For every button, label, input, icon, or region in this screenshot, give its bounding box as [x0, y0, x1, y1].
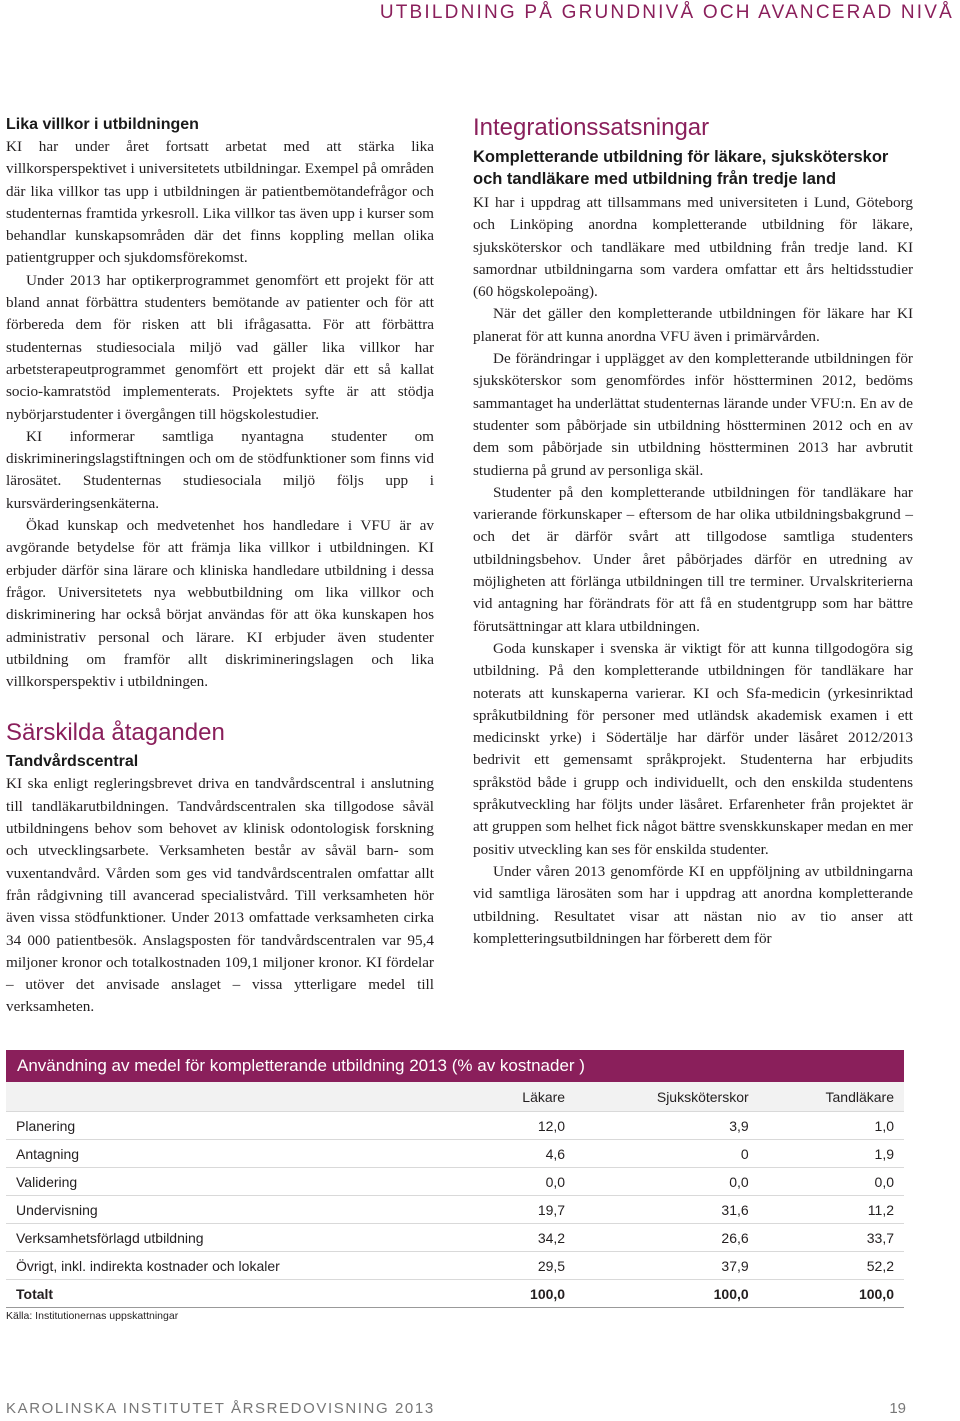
table-source: Källa: Institutionernas uppskattningar — [6, 1310, 179, 1322]
cell: 0,0 — [575, 1168, 759, 1196]
cell: 37,9 — [575, 1252, 759, 1280]
paragraph: KI har i uppdrag att tillsammans med universiteten i Lund, Göteborg och Linköping anordna kompletterande utbildning för läkare, sjuksköterskor och tandläkare med utbildning från tredje land. KI samordnar utbildningarna som vardera omfattar ett års heltidsstudier (60 högskolepoäng). — [473, 194, 913, 301]
cell: 11,2 — [759, 1196, 904, 1224]
cost-table — [6, 1082, 904, 1308]
cell: 100,0 — [472, 1280, 575, 1308]
page-number: 19 — [889, 1400, 906, 1417]
cell: 100,0 — [759, 1280, 904, 1308]
table-title: Användning av medel för kompletterande utbildning 2013 (% av kostnader ) — [6, 1050, 904, 1082]
cell: 19,7 — [472, 1196, 575, 1224]
cell: 0,0 — [472, 1168, 575, 1196]
cell: 29,5 — [472, 1252, 575, 1280]
table-total-row — [6, 1280, 904, 1308]
paragraph: De förändringar i upplägget av den kompletterande utbildningen för sjuksköterskor som genomfördes inför höstterminen 2012, bedöms sammantaget ha underlättat studenternas lärande under VFU:n. En av de studenter som påbörjade sin utbildning höstterminen 2012 och en av dem som påbörjade sin utbildning höstterminen 2013 har avbrutit studierna på grund av personliga skäl. — [473, 350, 914, 479]
table-row — [6, 1140, 904, 1168]
subheading-kompletterande-utbildning: Kompletterande utbildning för läkare, sjuksköterskor och tandläkare med utbildning från tredje land — [473, 148, 889, 188]
paragraph: Goda kunskaper i svenska är viktigt för att kunna tillgodogöra sig utbildning. På den kompletterande utbildningen för tandläkare har noterats att kunskaperna varierar. KI och Sfa-medicin (yrkesinriktad språkutbildning för personer med utländsk akademisk examen i ett medicinskt yrke) i Södertälje har därför under läsåret 2012/2013 bedrivit ett gemensamt språkprojekt. Studenterna har erbjudits språkstöd både i grupp och individuellt, och den enskilda studentens språkutveckling har följts under läsåret. Erfarenheter från projektet är att gruppen som helhet fick något bättre svenskkunskaper medan en mer positiv utveckling kan ses för enskilda studenter. — [473, 639, 913, 858]
paragraph: Under 2013 har optikerprogrammet genomfört ett projekt för att bland annat förbättra studenters bemötande av patienter och för att förbereda dem för risken att bli ifrågasatta. För att förbättra studenternas studiesociala miljö vad gäller lika villkor har arbetsterapeutprogrammet genomfört ett projekt där ett så kallat socio-kamratstöd implementerats. Projektets syfte är att stödja nybörjarstudenter i övergången till högskolestudier. — [6, 271, 434, 423]
cell: 26,6 — [575, 1224, 759, 1252]
cell: 100,0 — [575, 1280, 759, 1308]
table-row — [6, 1112, 904, 1140]
spacer — [6, 693, 434, 719]
table-row — [6, 1224, 904, 1252]
paragraph: KI informerar samtliga nyantagna studenter om diskrimineringslagstiftningen och om de stödfunktioner som finns vid lärosätet. Studenternas studiesociala miljö följs upp i kursvärderingsenkäterna. — [6, 427, 434, 512]
column-header-lakare: Läkare — [472, 1082, 575, 1112]
left-column — [6, 114, 434, 1019]
cell: 33,7 — [759, 1224, 904, 1252]
cell: 12,0 — [472, 1112, 575, 1140]
footer-publication: KAROLINSKA INSTITUTET ÅRSREDOVISNING 2013 — [6, 1400, 435, 1417]
cell: 0,0 — [759, 1168, 904, 1196]
row-label: Validering — [6, 1168, 472, 1196]
cell: 34,2 — [472, 1224, 575, 1252]
row-label: Undervisning — [6, 1196, 472, 1224]
table-row — [6, 1196, 904, 1224]
row-label: Övrigt, inkl. indirekta kostnader och lokaler — [6, 1252, 472, 1280]
paragraph: Under våren 2013 genomförde KI en uppföljning av utbildningarna vid samtliga lärosäten som har i uppdrag att anordna kompletterande utbildning. Resultatet visar att nästan nio av tio anser att kompletteringsutbildningen har förberett dem för — [473, 862, 913, 947]
table-row — [6, 1168, 904, 1196]
cell: 1,0 — [759, 1112, 904, 1140]
cell: 31,6 — [575, 1196, 759, 1224]
paragraph: Studenter på den kompletterande utbildningen för tandläkare har varierande förkunskaper – eftersom de har olika utbildningsbakgrund – och det är därför svårt att tillgodose samtliga studenters utbildningsbehov. Under året påbörjades därför en utredning av möjligheten att förlänga utbildningen till tre terminer. Urvalskriterierna vid antagning har förändrats för att få en studentgrupp som har bättre förutsättningar att klara utbildningen. — [473, 483, 913, 635]
section-heading-integrationssatsningar: Integrationssatsningar — [473, 114, 710, 141]
cost-table-box — [6, 1050, 904, 1308]
paragraph: KI har under året fortsatt arbetat med att stärka lika villkorsperspektivet i universitetets utbildningar. Exempel på områden där lika villkor tas upp i utbildningen är patientbemötandefrågor och studenternas framtida yrkesroll. Lika villkor tas även upp i kurser som behandlar kunskapsområden där det finns koppling mellan olika patientgrupper och sjukdomsförekomst. — [6, 138, 434, 267]
column-header-sjukskoterskor: Sjuksköterskor — [575, 1082, 759, 1112]
cell: 1,9 — [759, 1140, 904, 1168]
subheading-tandvardscentral: Tandvårdscentral — [6, 753, 139, 771]
paragraph: KI ska enligt regleringsbrevet driva en tandvårdscentral i anslutning till tandläkarutbildningen. Tandvårdscentralen ska tillgodose såväl utbildningens behov som behovet av klinisk odontologisk forskning och utvecklingsarbete. Verksamheten består av såväl barn- som vuxentandvård. Vården som ges vid tandvårdscentralen omfattar allt från rådgivning till avancerad specialistvård. Till verksamheten hör även vissa stödfunktioner. Under 2013 omfattade verksamheten cirka 34 000 patientbesök. Anslagsposten för tandvårdscentralen var 95,4 miljoner kronor och totalkostnaden 109,1 miljoner kronor. KI fördelar – utöver det anvisade anslaget – vissa ytterligare medel till verksamheten. — [6, 775, 434, 1016]
paragraph: Ökad kunskap och medvetenhet hos handledare i VFU är av avgörande betydelse för att främja lika villkor i utbildningen. KI erbjuder därför sina lärare och kliniska handledare utbildning i dessa frågor. Universitetets nya webbutbildning om lika villkor och diskriminering har också börjat användas för att öka kunskapen hos administrativ personal och lärare. KI erbjuder även studenter utbildning om framför allt diskrimineringslagen och lika villkorsperspektiv i utbildningen. — [6, 517, 434, 691]
row-label: Verksamhetsförlagd utbildning — [6, 1224, 472, 1252]
right-column — [473, 114, 913, 950]
column-header — [6, 1082, 472, 1112]
cell: 4,6 — [472, 1140, 575, 1168]
row-label: Antagning — [6, 1140, 472, 1168]
cell: 0 — [575, 1140, 759, 1168]
cell: 52,2 — [759, 1252, 904, 1280]
section-heading-sarskilda-ataganden: Särskilda åtaganden — [6, 719, 225, 747]
section-heading-lika-villkor: Lika villkor i utbildningen — [6, 116, 199, 133]
paragraph: När det gäller den kompletterande utbildningen för läkare har KI planerat för att kunna anordna VFU även i primärvården. — [473, 305, 913, 345]
table-header-row — [6, 1082, 904, 1112]
table-row — [6, 1252, 904, 1280]
column-header-tandlakare: Tandläkare — [759, 1082, 904, 1112]
cell: 3,9 — [575, 1112, 759, 1140]
row-label: Totalt — [6, 1280, 472, 1308]
running-head: UTBILDNING PÅ GRUNDNIVÅ OCH AVANCERAD NIVÅ — [379, 2, 954, 23]
row-label: Planering — [6, 1112, 472, 1140]
